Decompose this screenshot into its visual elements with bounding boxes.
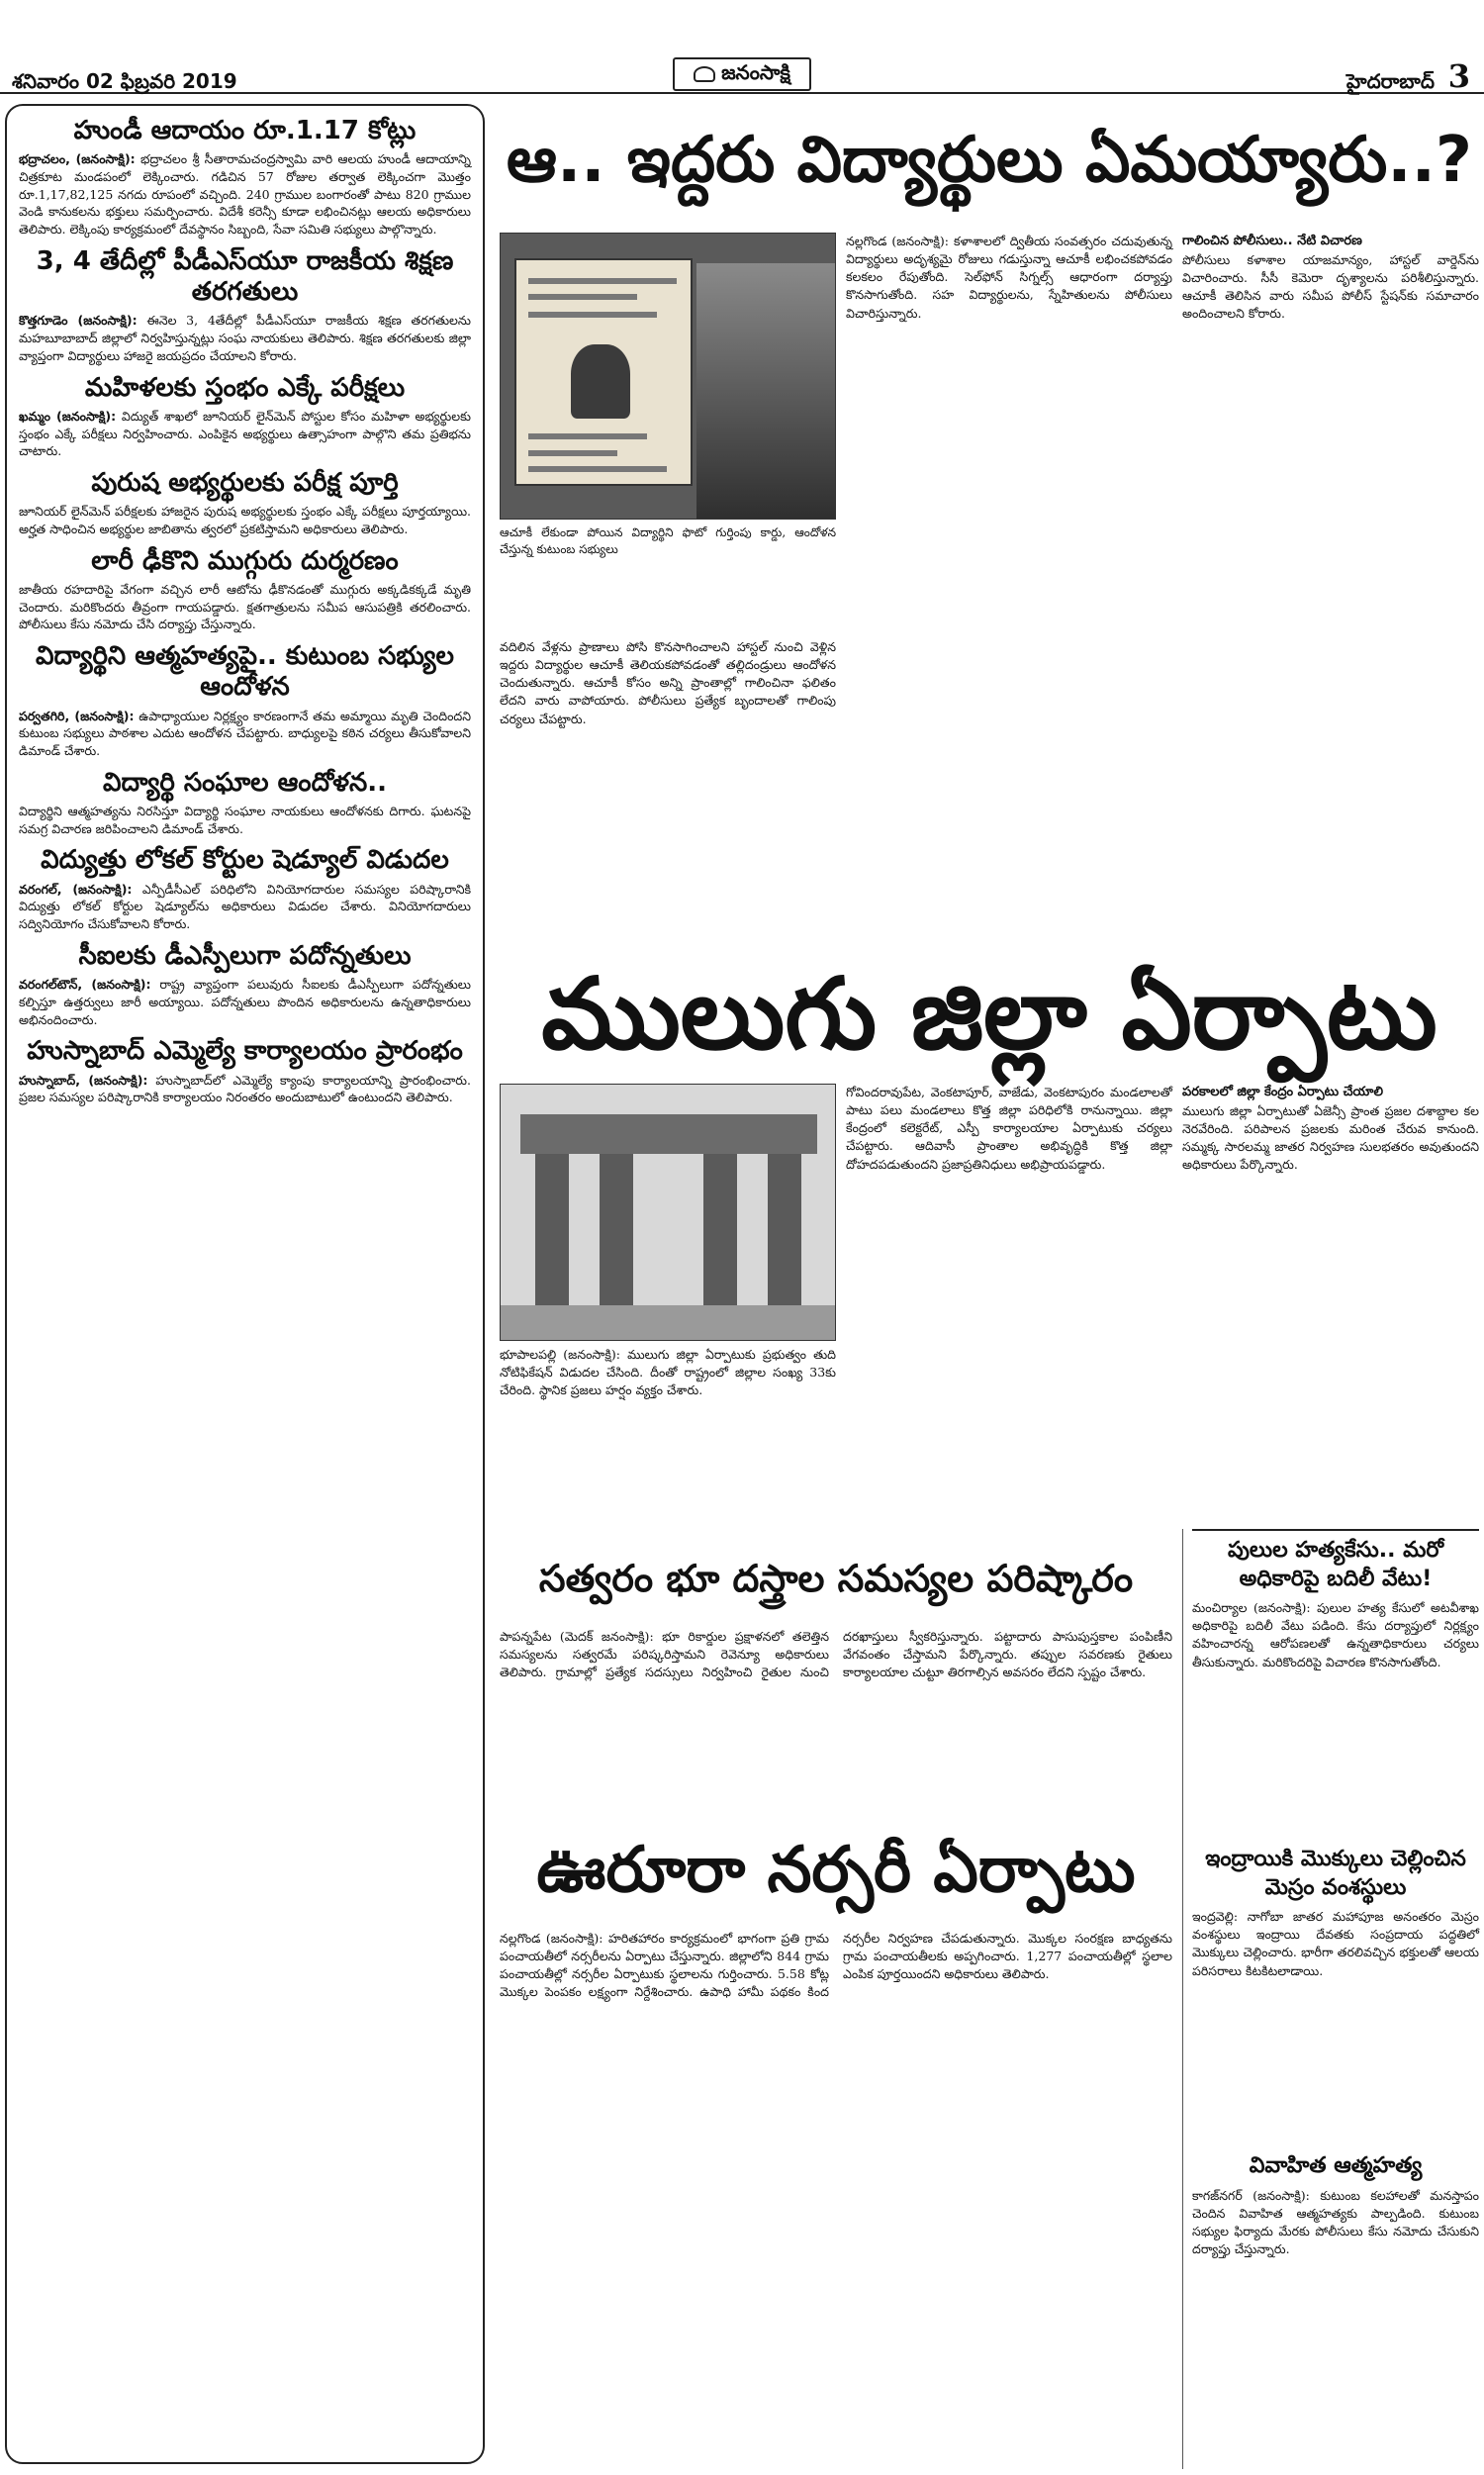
left-story: [19, 641, 471, 760]
left-story: [19, 845, 471, 932]
story-column: గోవిందరావుపేట, వెంకటాపూర్, వాజేడు, వెంకటాపురం మండలాలతో పాటు పలు మండలాలు కొత్త జిల్లా పరిధిలోకి రానున్నాయి. జిల్లా కేంద్రంలో కలెక్టరేట్, ఎస్పీ కార్యాలయాల ఏర్పాటుకు చర్యలు చేపట్టారు. ఆదివాసీ ప్రాంతాల అభివృద్ధికి కొత్త జిల్లా దోహదపడుతుందని ప్రజాప్రతినిధులు అభిప్రాయపడ్డారు.: [846, 1085, 1172, 1172]
left-story-body: [19, 881, 471, 933]
headline-land-records: సత్వరం భూ దస్త్రాల సమస్యల పరిష్కారం: [538, 1557, 1134, 1600]
logo-text: జనంసాక్షి: [721, 59, 790, 84]
stone-arch-photo: [500, 1084, 836, 1341]
story-column: నల్లగొండ (జనంసాక్షి): కళాశాలలో ద్వితీయ సంవత్సరం చదువుతున్న విద్యార్థులు అదృశ్యమై రోజులు గడుస్తున్నా ఆచూకీ లభించకపోవడం కలకలం రేపుతోంది. సెల్‌ఫోన్ సిగ్నల్స్ ఆధారంగా దర్యాప్తు కొనసాగుతోంది. సహ విద్యార్థులను, స్నేహితులను పోలీసులు విచారిస్తున్నారు.: [846, 234, 1172, 321]
dateline: కొత్తగూడెం (జనంసాక్షి):: [19, 313, 138, 329]
story-text: ఉపాధ్యాయుల నిర్లక్ష్యం కారణంగానే తమ అమ్మాయి మృతి చెందిందని కుటుంబ సభ్యులు పాఠశాల ఎదుట ఆందోళన చేపట్టారు. బాధ్యులపై కఠిన చర్యలు తీసుకోవాలని డిమాండ్ చేశారు.: [19, 708, 472, 758]
side-story: [1192, 1529, 1479, 1826]
dateline: వరంగల్, (జనంసాక్షి):: [19, 881, 133, 897]
story-text: ఈనెల 3, 4తేదీల్లో పీడీఎస్‌యూ రాజకీయ శిక్షణ తరగతులను మహబూబాబాద్ జిల్లాలో నిర్వహిస్తున్నట్లు సంఘ నాయకులు తెలిపారు. శిక్షణ తరగతులకు జిల్లా వ్యాప్తంగా విద్యార్థులు హాజరై జయప్రదం చేయాలని కోరారు.: [19, 313, 471, 363]
students-photo: [500, 233, 836, 520]
dateline: హుస్నాబాద్, (జనంసాక్షి):: [19, 1072, 148, 1088]
side-story-headline: ఇంద్రాయికి మొక్కులు చెల్లించిన మెస్రం వంశస్థులు: [1205, 1847, 1466, 1900]
student-id-card-image: [514, 258, 693, 486]
left-story: [19, 1036, 471, 1106]
headline-nursery: ఊరూరా నర్సరీ ఏర్పాటు: [536, 1834, 1136, 1907]
story-column: [1182, 1084, 1479, 1174]
left-story: [19, 546, 471, 633]
dateline: వరంగల్‌టౌన్, (జనంసాక్షి):: [19, 977, 151, 993]
lead-headline-missing-students: ఆ.. ఇద్దరు విద్యార్థులు ఏమయ్యారు..?: [506, 124, 1473, 197]
left-story: [19, 768, 471, 838]
story-text: ఎన్పీడీసీఎల్ పరిధిలోని వినియోగదారుల సమస్యల పరిష్కారానికి విద్యుత్తు లోకల్ కోర్టుల షెడ్యూల్‌ను అధికారులు విడుదల చేశారు. వినియోగదారులు సద్వినియోగం చేసుకోవాలని కోరారు.: [19, 881, 472, 932]
side-story-body: ఇంద్రవెల్లి: నాగోబా జాతర మహాపూజ అనంతరం మెస్రం వంశస్థులు ఇంద్రాయి దేవతకు సంప్రదాయ పద్ధతిలో మొక్కులు చెల్లించారు. భారీగా తరలివచ్చిన భక్తులతో ఆలయ పరిసరాలు కిటకిటలాడాయి.: [1192, 1909, 1479, 1978]
story-column: వదిలిన వేళ్లను ప్రాణాలు పోసి కొనసాగించాలని హాస్టల్ నుంచి వెళ్లిన ఇద్దరు విద్యార్థుల ఆచూకీ తెలియకపోవడంతో తల్లిదండ్రులు ఆందోళన చెందుతున్నారు. ఆచూకీ కోసం అన్ని ప్రాంతాల్లో గాలించినా ఫలితం లేదని వారు వాపోయారు. పోలీసులు ప్రత్యేక బృందాలతో గాలింపు చర్యలు చేపట్టారు.: [500, 639, 836, 726]
edition-city: హైదరాబాద్: [1345, 69, 1435, 93]
page-number: 3: [1447, 57, 1470, 95]
left-story-headline: లారీ ఢీకొని ముగ్గురు దుర్మరణం: [91, 545, 399, 576]
left-story-headline: విద్యార్థిని ఆత్మహత్యపై.. కుటుంబ సభ్యుల ఆందోళన: [36, 641, 454, 703]
left-story: [19, 373, 471, 460]
photo-caption: ఆచూకీ లేకుండా పోయిన విద్యార్థిని ఫొటో గుర్తింపు కార్డు, ఆందోళన చేస్తున్న కుటుంబ సభ్యులు: [500, 525, 836, 556]
side-story-body: మంచిర్యాల (జనంసాక్షి): పులుల హత్య కేసులో అటవీశాఖ అధికారిపై బదిలీ వేటు పడింది. కేసు దర్యాప్తులో నిర్లక్ష్యం వహించారన్న ఆరోపణలతో ఉన్నతాధికారులు చర్యలు తీసుకున్నారు. మరికొందరిపై విచారణ కొనసాగుతోంది.: [1192, 1600, 1479, 1669]
story-text: విద్యార్థిని ఆత్మహత్యను నిరసిస్తూ విద్యార్థి సంఘాల నాయకులు ఆందోళనకు దిగారు. ఘటనపై సమగ్ర విచారణ జరిపించాలని డిమాండ్ చేశారు.: [19, 803, 471, 836]
left-story-body: [19, 803, 471, 838]
dateline: పర్వతగిరి, (జనంసాక్షి):: [19, 708, 135, 723]
left-story-headline: 3, 4 తేదీల్లో పీడీఎస్‌యూ రాజకీయ శిక్షణ తరగతులు: [36, 245, 454, 308]
side-story-body: కాగజ్‌నగర్ (జనంసాక్షి): కుటుంబ కలహాలతో మనస్తాపం చెందిన వివాహిత ఆత్మహత్యకు పాల్పడింది. కుటుంబ సభ్యుల ఫిర్యాదు మేరకు పోలీసులు కేసు నమోదు చేసుకుని దర్యాప్తు చేస్తున్నారు.: [1192, 2187, 1479, 2256]
story-text: విద్యుత్ శాఖలో జూనియర్ లైన్‌మెన్ పోస్టుల కోసం మహిళా అభ్యర్థులకు స్తంభం ఎక్కే పరీక్షలు నిర్వహించారు. ఎంపికైన అభ్యర్థులు ఉత్సాహంగా పాల్గొని తమ ప్రతిభను చాటారు.: [19, 408, 471, 459]
newspaper-logo: [673, 57, 811, 91]
story-column: [1182, 233, 1479, 323]
left-news-column: [5, 104, 485, 2464]
left-story-body: [19, 976, 471, 1028]
headline-mulugu-district: ములుగు జిల్లా ఏర్పాటు: [541, 956, 1438, 1072]
left-story: [19, 116, 471, 238]
left-story-headline: హుండీ ఆదాయం రూ.1.17 కోట్లు: [73, 116, 417, 145]
left-story: [19, 246, 471, 365]
story-text: హుస్నాబాద్‌లో ఎమ్మెల్యే క్యాంపు కార్యాలయాన్ని ప్రారంభించారు. ప్రజల సమస్యల పరిష్కారానికి కార్యాలయం నిరంతరం అందుబాటులో ఉంటుందని తెలిపారు.: [19, 1072, 471, 1105]
story-text: రాష్ట్ర వ్యాప్తంగా పలువురు సీఐలకు డీఎస్పీలుగా పదోన్నతులు కల్పిస్తూ ఉత్తర్వులు జారీ అయ్యాయి. పదోన్నతులు పొందిన అధికారులను ఉన్నతాధికారులు అభినందించారు.: [19, 977, 471, 1027]
protest-crowd-image: [696, 263, 835, 520]
left-story-headline: విద్యుత్తు లోకల్ కోర్టుల షెడ్యూల్ విడుదల: [41, 845, 449, 876]
column-divider: [1182, 1529, 1183, 2469]
photo-caption: భూపాలపల్లి (జనంసాక్షి): ములుగు జిల్లా ఏర్పాటుకు ప్రభుత్వం తుది నోటిఫికేషన్ విడుదల చేసింది. దీంతో రాష్ట్రంలో జిల్లాల సంఖ్య 33కు చేరింది. స్థానిక ప్రజలు హర్షం వ్యక్తం చేశారు.: [500, 1347, 836, 1398]
left-story: [19, 941, 471, 1028]
left-story-headline: పురుష అభ్యర్థులకు పరీక్ష పూర్తి: [91, 468, 399, 498]
story-text: భద్రాచలం శ్రీ సీతారామచంద్రస్వామి వారి ఆలయ హుండీ ఆదాయాన్ని చిత్రకూట మండపంలో లెక్కించారు. గడిచిన 57 రోజుల తర్వాత లెక్కించగా మొత్తం రూ.1,17,82,125 నగదు రూపంలో వచ్చింది. 240 గ్రాముల బంగారంతో పాటు 820 గ్రాముల వెండి కానుకలను భక్తులు సమర్పించారు. విదేశీ కరెన్సీ కూడా లభించినట్లు ఆలయ అధికారులు తెలిపారు. లెక్కింపు కార్యక్రమంలో దేవస్థానం సిబ్బంది, సేవా సమితి సభ్యులు పాల్గొన్నారు.: [19, 151, 471, 238]
left-story-headline: హుస్నాబాద్ ఎమ్మెల్యే కార్యాలయం ప్రారంభం: [27, 1036, 463, 1067]
left-story-headline: సీఐలకు డీఎస్పీలుగా పదోన్నతులు: [78, 940, 412, 971]
subheading: గాలించిన పోలీసులు.. నేటి విచారణ: [1182, 234, 1362, 248]
left-story-headline: మహిళలకు స్తంభం ఎక్కే పరీక్షలు: [84, 372, 406, 403]
dateline: ఖమ్మం (జనంసాక్షి):: [19, 408, 117, 424]
subheading: పరకాలలో జిల్లా కేంద్రం ఏర్పాటు చేయాలి: [1182, 1085, 1383, 1099]
masthead: [0, 0, 1484, 94]
left-story-body: [19, 581, 471, 633]
side-story-headline: పులుల హత్యకేసు.. మరో అధికారిపై బదిలీ వేటు!: [1227, 1538, 1444, 1591]
side-story: [1192, 1846, 1479, 1980]
dateline: భద్రాచలం, (జనంసాక్షి):: [19, 151, 136, 167]
logo-icon: [694, 66, 715, 82]
main-news-area: [500, 104, 1479, 2469]
left-story-body: [19, 312, 471, 364]
left-story-body: [19, 1072, 471, 1107]
side-story: [1192, 2152, 1479, 2258]
left-story-body: [19, 150, 471, 238]
story-text: పోలీసులు కళాశాల యాజమాన్యం, హాస్టల్ వార్డెన్‌ను విచారించారు. సీసీ కెమెరా దృశ్యాలను పరిశీలిస్తున్నారు. ఆచూకీ తెలిసిన వారు సమీప పోలీస్ స్టేషన్‌కు సమాచారం అందించాలని కోరారు.: [1182, 251, 1479, 322]
left-story-body: [19, 503, 471, 538]
story-body: నల్లగొండ (జనంసాక్షి): హరితహారం కార్యక్రమంలో భాగంగా ప్రతి గ్రామ పంచాయతీలో నర్సరీలను ఏర్పాటు చేస్తున్నారు. జిల్లాలోని 844 గ్రామ పంచాయతీల్లో నర్సరీల ఏర్పాటుకు స్థలాలను గుర్తించారు. 5.58 కోట్ల మొక్కల పెంపకం లక్ష్యంగా నిర్దేశించారు. ఉపాధి హామీ పథకం కింద నర్సరీల నిర్వహణ చేపడుతున్నారు. మొక్కల సంరక్షణ బాధ్యతను గ్రామ పంచాయతీలకు అప్పగించారు. 1,277 పంచాయతీల్లో స్థలాల ఎంపిక పూర్తయిందని అధికారులు తెలిపారు.: [500, 1931, 1172, 2000]
left-story: [19, 468, 471, 538]
left-story-body: [19, 708, 471, 760]
story-text: ములుగు జిల్లా ఏర్పాటుతో ఏజెన్సీ ప్రాంత ప్రజల దశాబ్దాల కల నెరవేరింది. పరిపాలన ప్రజలకు మరింత చేరువ కానుంది. సమ్మక్క సారలమ్మ జాతర నిర్వహణ సులభతరం అవుతుందని అధికారులు పేర్కొన్నారు.: [1182, 1102, 1479, 1173]
story-text: జూనియర్ లైన్‌మెన్ పరీక్షలకు హాజరైన పురుష అభ్యర్థులకు స్తంభం ఎక్కే పరీక్షలు పూర్తయ్యాయి. అర్హత సాధించిన అభ్యర్థుల జాబితాను త్వరలో ప్రకటిస్తామని అధికారులు తెలిపారు.: [19, 504, 471, 536]
side-story-headline: వివాహిత ఆత్మహత్య: [1249, 2153, 1423, 2178]
story-text: జాతీయ రహదారిపై వేగంగా వచ్చిన లారీ ఆటోను ఢీకొనడంతో ముగ్గురు అక్కడికక్కడే మృతి చెందారు. మరికొందరు తీవ్రంగా గాయపడ్డారు. క్షతగాత్రులను సమీప ఆసుపత్రికి తరలించారు. పోలీసులు కేసు నమోదు చేసి దర్యాప్తు చేస్తున్నారు.: [19, 581, 471, 632]
left-story-headline: విద్యార్థి సంఘాల ఆందోళన..: [102, 767, 387, 798]
story-body: పాపన్నపేట (మెదక్ జనంసాక్షి): భూ రికార్డుల ప్రక్షాళనలో తలెత్తిన సమస్యలను సత్వరమే పరిష్కరిస్తామని రెవెన్యూ అధికారులు తెలిపారు. గ్రామాల్లో ప్రత్యేక సదస్సులు నిర్వహించి రైతుల నుంచి దరఖాస్తులు స్వీకరిస్తున్నారు. పట్టాదారు పాసుపుస్తకాల పంపిణీని వేగవంతం చేస్తామని పేర్కొన్నారు. తప్పుల సవరణకు రైతులు కార్యాలయాల చుట్టూ తిరగాల్సిన అవసరం లేదని స్పష్టం చేశారు.: [500, 1629, 1172, 1680]
issue-date: శనివారం 02 ఫిబ్రవరి 2019: [12, 69, 237, 93]
left-story-body: [19, 408, 471, 460]
